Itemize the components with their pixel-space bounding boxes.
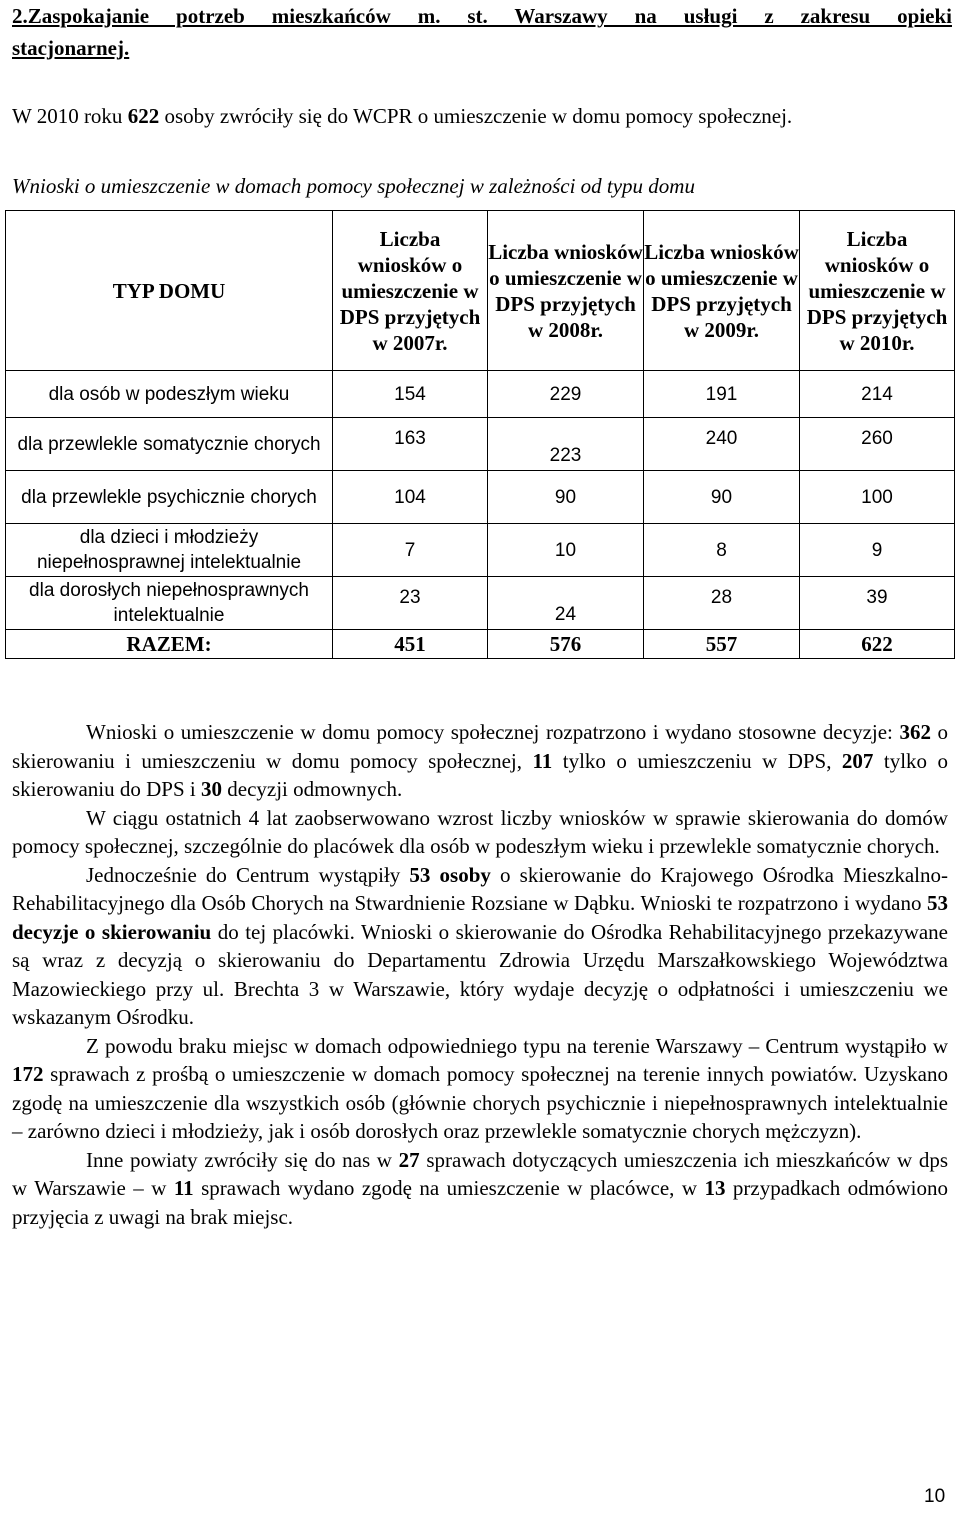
cell-value: 191 bbox=[644, 371, 800, 418]
cell-value: 28 bbox=[644, 577, 800, 630]
row-label: dla przewlekle somatycznie chorych bbox=[6, 418, 333, 471]
text-run: Wnioski o umieszczenie w domu pomocy społecznej rozpatrzono i wydano stosowne decyzje: bbox=[86, 720, 900, 744]
bold-number: 13 bbox=[704, 1176, 726, 1200]
cell-value: 90 bbox=[488, 471, 644, 524]
table-row bbox=[6, 577, 955, 630]
bold-number: 207 bbox=[841, 748, 874, 773]
total-label: RAZEM: bbox=[6, 630, 333, 659]
applications-table bbox=[5, 210, 955, 659]
bold-number: 30 bbox=[201, 777, 222, 801]
text-run: Z powodu braku miejsc w domach odpowiedniego typu na terenie Warszawy – Centrum wystąpiło w bbox=[86, 1033, 948, 1058]
text-run: Jednocześnie do Centrum wystąpiły bbox=[86, 862, 410, 887]
row-label: dla przewlekle psychicznie chorych bbox=[6, 471, 333, 524]
intro-text-start: W 2010 roku bbox=[12, 104, 128, 128]
section-title-line2: stacjonarnej. bbox=[12, 36, 130, 60]
text-run: o skierowaniu i umieszczeniu w domu pomocy społecznej, bbox=[12, 720, 949, 773]
text-run: decyzji odmownych. bbox=[222, 777, 403, 801]
text-run: o skierowanie do Krajowego Ośrodka Mieszkalno-Rehabilitacyjnego dla Osób Chorych na Stwardnienie Rozsiane w Dąbku. Wnioski te rozpatrzono i wydano bbox=[12, 862, 949, 915]
cell-value: 229 bbox=[488, 371, 644, 418]
row-label: dla dorosłych niepełnosprawnych intelektualnie bbox=[6, 577, 333, 630]
intro-sentence bbox=[12, 103, 792, 129]
table-row bbox=[6, 471, 955, 524]
table-caption: Wnioski o umieszczenie w domach pomocy społecznej w zależności od typu domu bbox=[12, 174, 695, 198]
row-label: dla dzieci i młodzieży niepełnosprawnej intelektualnie bbox=[6, 524, 333, 577]
table-total-row bbox=[6, 630, 955, 659]
total-value: 451 bbox=[333, 630, 488, 659]
table-row bbox=[6, 371, 955, 418]
section-title-line1: 2.Zaspokajanie potrzeb mieszkańców m. st. Warszawy na usługi z zakresu opieki bbox=[12, 4, 952, 28]
cell-value: 163 bbox=[333, 418, 488, 471]
paragraph: W ciągu ostatnich 4 lat zaobserwowano wzrost liczby wniosków w sprawie skierowania do domów pomocy społecznej, szczególnie do placówek dla osób w podeszłym wieku i przewlekle somatycznie chorych. bbox=[12, 805, 948, 858]
bold-number: 11 bbox=[532, 748, 553, 773]
text-run: przypadkach odmówiono przyjęcia z uwagi na brak miejsc. bbox=[12, 1176, 948, 1229]
total-value: 622 bbox=[800, 630, 955, 659]
type-header: TYP DOMU bbox=[6, 211, 333, 371]
intro-count: 622 bbox=[127, 104, 160, 128]
row-label: dla osób w podeszłym wieku bbox=[6, 371, 333, 418]
year-header-2010: Liczba wniosków o umieszczenie w DPS przyjętych w 2010r. bbox=[800, 211, 955, 371]
year-header-2009: Liczba wniosków o umieszczenie w DPS przyjętych w 2009r. bbox=[644, 211, 800, 371]
cell-value: 10 bbox=[488, 524, 644, 577]
cell-value: 260 bbox=[800, 418, 955, 471]
cell-value: 154 bbox=[333, 371, 488, 418]
paragraph bbox=[12, 718, 948, 804]
text-run: sprawach dotyczących umieszczenia ich mieszkańców w dps w Warszawie – w bbox=[12, 1147, 948, 1200]
paragraph bbox=[12, 1032, 948, 1146]
text-run: sprawach wydano zgodę na umieszczenie w placówce, w bbox=[193, 1176, 705, 1200]
paragraph bbox=[12, 1146, 948, 1232]
cell-value: 104 bbox=[333, 471, 488, 524]
bold-number: 27 bbox=[398, 1147, 420, 1172]
cell-value: 214 bbox=[800, 371, 955, 418]
total-value: 557 bbox=[644, 630, 800, 659]
year-header-2007: Liczba wniosków o umieszczenie w DPS przyjętych w 2007r. bbox=[333, 211, 488, 371]
table-row bbox=[6, 418, 955, 471]
bold-phrase: 53 decyzje o skierowaniu bbox=[12, 891, 948, 944]
cell-value: 240 bbox=[644, 418, 800, 471]
cell-value: 9 bbox=[800, 524, 955, 577]
body-text bbox=[12, 718, 948, 1231]
total-value: 576 bbox=[488, 630, 644, 659]
text-run: tylko o skierowaniu do DPS i bbox=[12, 748, 948, 801]
cell-value: 39 bbox=[800, 577, 955, 630]
cell-value: 7 bbox=[333, 524, 488, 577]
bold-number: 11 bbox=[173, 1176, 194, 1200]
cell-value: 223 bbox=[488, 418, 644, 471]
cell-value: 24 bbox=[488, 577, 644, 630]
intro-text-end: osoby zwróciły się do WCPR o umieszczenie w domu pomocy społecznej. bbox=[159, 104, 793, 128]
text-run: sprawach z prośbą o umieszczenie w domach pomocy społecznej na terenie innych powiatów. Uzyskano zgodę na umieszczenie dla wszystkich osób (głównie chorych psychicznie i niepełnosprawnych intelektualnie – zarówno dzieci i młodzieży, jak i osób dorosłych oraz przewlekle somatycznie chorych mężczyzn). bbox=[12, 1062, 948, 1143]
bold-phrase: 53 osoby bbox=[409, 862, 491, 887]
cell-value: 90 bbox=[644, 471, 800, 524]
bold-number: 362 bbox=[899, 720, 931, 744]
section-title bbox=[12, 0, 952, 64]
text-run: Inne powiaty zwróciły się do nas w bbox=[86, 1147, 399, 1172]
page-number: 10 bbox=[924, 1486, 946, 1507]
table-row bbox=[6, 524, 955, 577]
text-run: tylko o umieszczeniu w DPS, bbox=[552, 748, 842, 773]
cell-value: 8 bbox=[644, 524, 800, 577]
bold-number: 172 bbox=[12, 1062, 44, 1086]
cell-value: 100 bbox=[800, 471, 955, 524]
text-run: do tej placówki. Wnioski o skierowanie do Ośrodka Rehabilitacyjnego przekazywane są wraz z decyzją o skierowaniu do Departamentu Zdrowia Urzędu Marszałkowskiego Województwa Mazowieckiego przy ul. Brechta 3 w Warszawie, który wydaje decyzję o odpłatności i umieszczeniu we wskazanym Ośrodku. bbox=[12, 919, 949, 1029]
table-header-row bbox=[6, 211, 955, 371]
year-header-2008: Liczba wniosków o umieszczenie w DPS przyjętych w 2008r. bbox=[488, 211, 644, 371]
paragraph bbox=[12, 861, 948, 1032]
cell-value: 23 bbox=[333, 577, 488, 630]
